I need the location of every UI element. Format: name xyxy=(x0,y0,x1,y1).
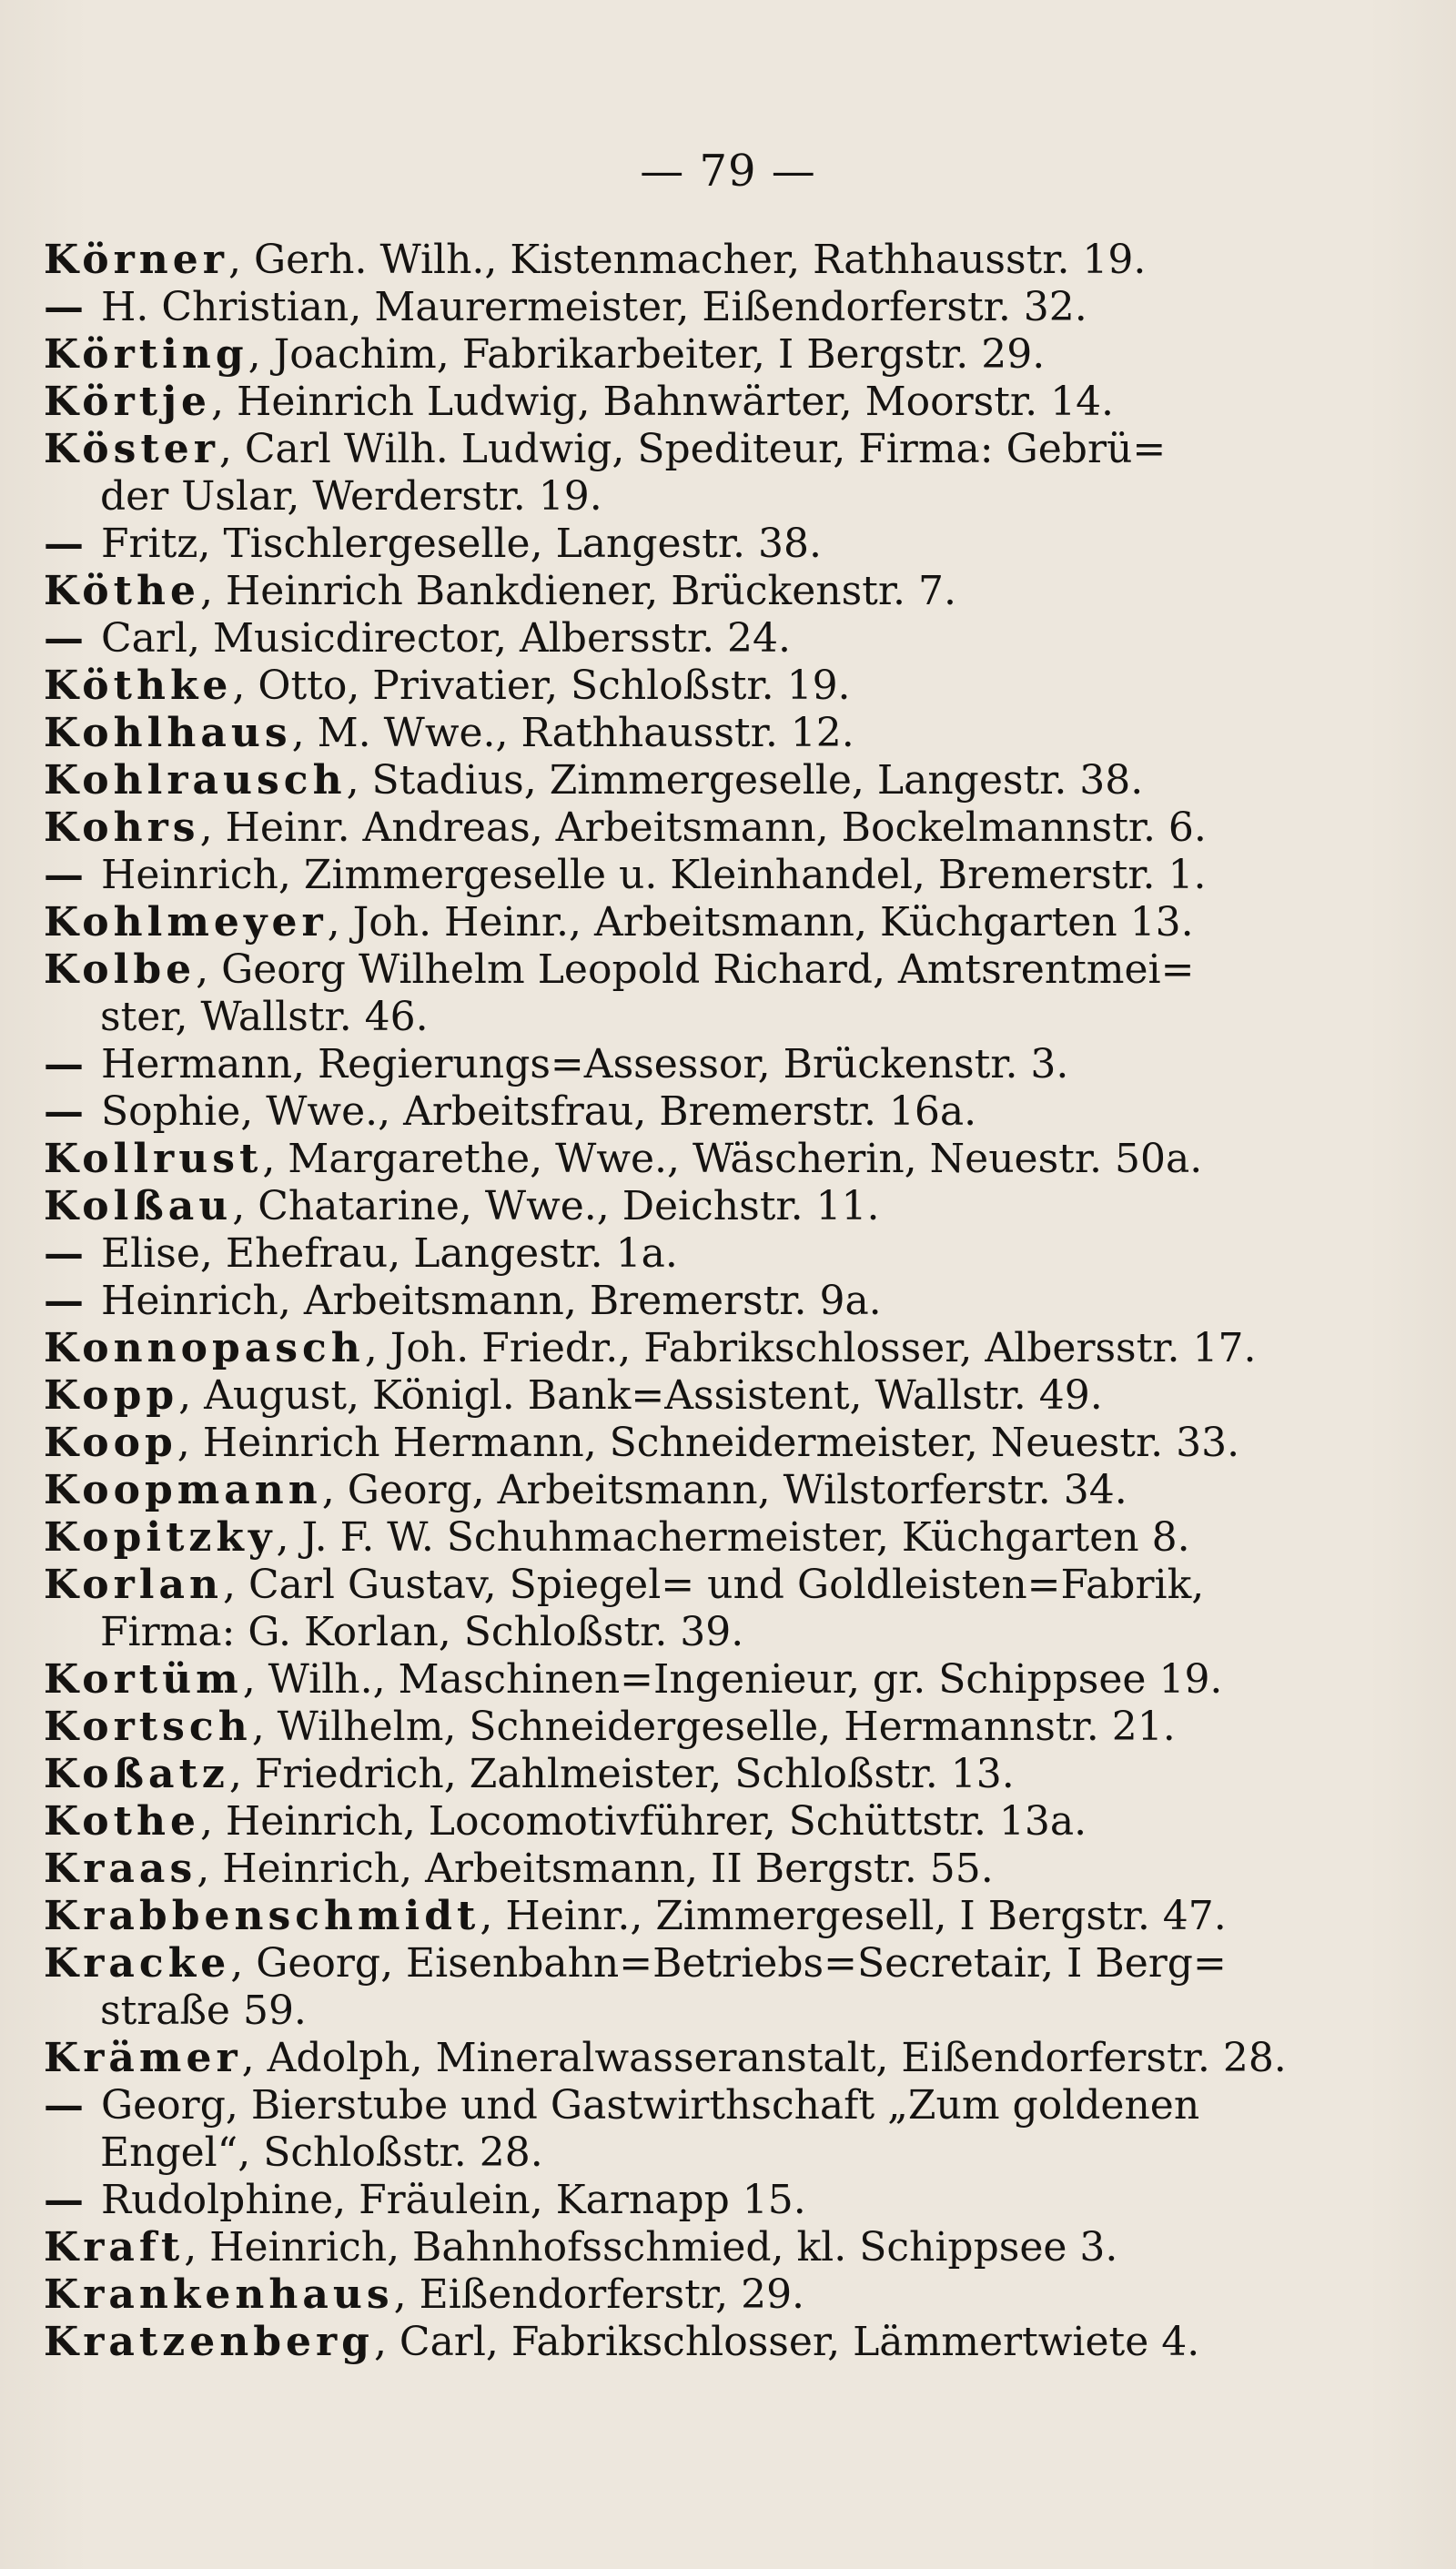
entry-details: , Heinrich, Locomotivführer, Schüttstr. 13a. xyxy=(199,1798,1087,1845)
entry-details: , Margarethe, Wwe., Wäscherin, Neuestr. 50a. xyxy=(262,1136,1203,1182)
entry-details: Heinrich, Arbeitsmann, Bremerstr. 9a. xyxy=(88,1278,882,1324)
entry-surname: — xyxy=(44,1088,88,1135)
entry-surname: — xyxy=(44,1041,88,1087)
entry-details: , Heinrich, Bahnhofsschmied, kl. Schippsee 3. xyxy=(184,2224,1118,2271)
entry-surname: — xyxy=(44,852,88,898)
directory-entry xyxy=(44,1325,1257,1372)
entry-surname: Kolßau xyxy=(44,1183,233,1229)
entry-details: , Wilh., Maschinen=Ingenieur, gr. Schippsee 19. xyxy=(242,1656,1223,1703)
entry-surname: Körting xyxy=(44,331,248,378)
entry-details: , Georg, Eisenbahn=Betriebs=Secretair, I Berg= xyxy=(230,1940,1227,1987)
entry-surname: Korlan xyxy=(44,1562,224,1608)
entry-surname: — xyxy=(44,615,88,662)
entry-continuation: straße 59. xyxy=(100,1987,307,2034)
directory-entry xyxy=(44,1230,1172,1278)
directory-entry xyxy=(44,1798,1172,1846)
entry-details: , Carl, Fabrikschlosser, Lämmertwiete 4. xyxy=(373,2319,1200,2365)
entry-details: Sophie, Wwe., Arbeitsfrau, Bremerstr. 16a. xyxy=(88,1088,977,1135)
entry-surname: — xyxy=(44,2082,88,2129)
directory-entry xyxy=(44,2319,1200,2366)
directory-entry xyxy=(44,1467,1172,1514)
entry-surname: Kohlhaus xyxy=(44,710,292,756)
directory-entry xyxy=(44,1704,1176,1751)
entry-details: , Gerh. Wilh., Kistenmacher, Rathhausstr. 19. xyxy=(228,237,1147,283)
directory-entry xyxy=(44,1088,1172,1136)
directory-entry xyxy=(44,1041,1172,1088)
entry-details: Rudolphine, Fräulein, Karnapp 15. xyxy=(88,2177,806,2223)
entry-surname: Koßatz xyxy=(44,1751,229,1797)
directory-entry xyxy=(44,1656,1223,1704)
entry-details: , Otto, Privatier, Schloßstr. 19. xyxy=(232,662,851,709)
directory-entry xyxy=(44,710,1172,757)
entry-surname: Körtje xyxy=(44,379,212,425)
entry-continuation: ster, Wallstr. 46. xyxy=(100,994,429,1040)
directory-entries xyxy=(44,237,1287,2366)
directory-entry xyxy=(44,331,1172,379)
entry-details: , Carl Gustav, Spiegel= und Goldleisten=Fabrik, xyxy=(223,1562,1205,1608)
entry-details: , Joh. Friedr., Fabrikschlosser, Albersstr. 17. xyxy=(364,1325,1257,1371)
entry-surname: Kohlmeyer xyxy=(44,899,328,946)
directory-entry xyxy=(44,1751,1172,1798)
entry-details: , Georg, Arbeitsmann, Wilstorferstr. 34. xyxy=(321,1467,1127,1513)
entry-details: , Heinr., Zimmergesell, I Bergstr. 47. xyxy=(480,1893,1227,1939)
entry-surname: Kothe xyxy=(44,1798,200,1845)
directory-entry xyxy=(44,2082,1200,2177)
directory-entry xyxy=(44,946,1195,1041)
entry-continuation: Firma: G. Korlan, Schloßstr. 39. xyxy=(100,1609,744,1655)
entry-surname: Kohrs xyxy=(44,804,200,851)
entry-details: , Heinr. Andreas, Arbeitsmann, Bockelmannstr. 6. xyxy=(199,804,1207,851)
entry-surname: — xyxy=(44,284,88,330)
entry-details: , Friedrich, Zahlmeister, Schloßstr. 13. xyxy=(228,1751,1015,1797)
directory-entry xyxy=(44,237,1172,284)
entry-details: , Heinrich Bankdiener, Brückenstr. 7. xyxy=(199,568,956,614)
entry-details: , Stadius, Zimmergeselle, Langestr. 38. xyxy=(346,757,1144,804)
entry-details: , Chatarine, Wwe., Deichstr. 11. xyxy=(232,1183,880,1229)
entry-surname: Kortüm xyxy=(44,1656,243,1703)
entry-surname: Koop xyxy=(44,1420,177,1466)
entry-details: , Heinrich, Arbeitsmann, II Bergstr. 55. xyxy=(197,1846,994,1892)
entry-continuation: der Uslar, Werderstr. 19. xyxy=(100,473,602,520)
entry-details: , Heinrich Ludwig, Bahnwärter, Moorstr. 14. xyxy=(211,379,1115,425)
entry-surname: Kortsch xyxy=(44,1704,252,1750)
entry-surname: — xyxy=(44,2177,88,2223)
directory-entry xyxy=(44,852,1207,899)
entry-surname: Krämer xyxy=(44,2035,242,2081)
entry-surname: Konnopasch xyxy=(44,1325,365,1371)
entry-details: , Wilhelm, Schneidergeselle, Hermannstr. 21. xyxy=(251,1704,1176,1750)
entry-details: Heinrich, Zimmergeselle u. Kleinhandel, Bremerstr. 1. xyxy=(88,852,1207,898)
directory-entry xyxy=(44,1183,1172,1230)
entry-details: Fritz, Tischlergeselle, Langestr. 38. xyxy=(88,521,822,567)
entry-details: Hermann, Regierungs=Assessor, Brückenstr. 3. xyxy=(88,1041,1069,1087)
entry-surname: Kollrust xyxy=(44,1136,263,1182)
entry-details: Georg, Bierstube und Gastwirthschaft „Zum goldenen xyxy=(88,2082,1200,2129)
entry-details: Carl, Musicdirector, Albersstr. 24. xyxy=(88,615,792,662)
directory-entry xyxy=(44,615,1172,662)
directory-entry xyxy=(44,379,1172,426)
entry-surname: Kraas xyxy=(44,1846,197,1892)
entry-details: , Heinrich Hermann, Schneidermeister, Neuestr. 33. xyxy=(177,1420,1240,1466)
directory-entry xyxy=(44,2177,1172,2224)
entry-details: , Joh. Heinr., Arbeitsmann, Küchgarten 13. xyxy=(327,899,1194,946)
entry-surname: Krabbenschmidt xyxy=(44,1893,480,1939)
entry-surname: Kopp xyxy=(44,1372,179,1419)
entry-surname: Kolbe xyxy=(44,946,197,993)
directory-entry xyxy=(44,1514,1190,1562)
entry-details: , Eißendorferstr, 29. xyxy=(393,2271,805,2318)
directory-entry xyxy=(44,568,1172,615)
entry-details: , M. Wwe., Rathhausstr. 12. xyxy=(291,710,854,756)
entry-details: , Joachim, Fabrikarbeiter, I Bergstr. 29. xyxy=(248,331,1046,378)
entry-surname: — xyxy=(44,521,88,567)
entry-surname: Kohlrausch xyxy=(44,757,347,804)
directory-entry xyxy=(44,1940,1227,2035)
entry-surname: Koopmann xyxy=(44,1467,322,1513)
entry-surname: Köster xyxy=(44,426,219,472)
entry-surname: Krankenhaus xyxy=(44,2271,394,2318)
entry-surname: Körner xyxy=(44,237,228,283)
page-number: — 79 — xyxy=(640,146,816,197)
entry-details: , Georg Wilhelm Leopold Richard, Amtsrentmei= xyxy=(196,946,1195,993)
directory-entry xyxy=(44,1372,1172,1420)
directory-entry xyxy=(44,899,1194,946)
entry-details: Elise, Ehefrau, Langestr. 1a. xyxy=(88,1230,678,1277)
directory-entry xyxy=(44,1136,1203,1183)
entry-surname: Kraft xyxy=(44,2224,185,2271)
directory-entry xyxy=(44,284,1172,331)
entry-details: , J. F. W. Schuhmachermeister, Küchgarten 8. xyxy=(276,1514,1190,1561)
entry-surname: Kratzenberg xyxy=(44,2319,374,2365)
directory-entry xyxy=(44,1846,1172,1893)
entry-surname: Kopitzky xyxy=(44,1514,277,1561)
entry-details: H. Christian, Maurermeister, Eißendorferstr. 32. xyxy=(88,284,1087,330)
directory-entry xyxy=(44,1893,1227,1940)
entry-surname: — xyxy=(44,1230,88,1277)
directory-entry xyxy=(44,521,1172,568)
directory-entry xyxy=(44,1562,1205,1656)
directory-entry xyxy=(44,757,1172,804)
directory-entry xyxy=(44,1278,1172,1325)
entry-surname: Köthke xyxy=(44,662,233,709)
directory-entry xyxy=(44,2224,1172,2271)
directory-entry xyxy=(44,804,1207,852)
entry-details: , Adolph, Mineralwasseranstalt, Eißendorferstr. 28. xyxy=(241,2035,1287,2081)
directory-entry xyxy=(44,2271,1172,2319)
entry-surname: — xyxy=(44,1278,88,1324)
entry-details: , August, Königl. Bank=Assistent, Wallstr. 49. xyxy=(178,1372,1103,1419)
entry-details: , Carl Wilh. Ludwig, Spediteur, Firma: Gebrü= xyxy=(218,426,1167,472)
directory-entry xyxy=(44,662,1172,710)
entry-surname: Köthe xyxy=(44,568,200,614)
directory-entry xyxy=(44,1420,1240,1467)
directory-entry xyxy=(44,2035,1287,2082)
entry-surname: Kracke xyxy=(44,1940,231,1987)
entry-continuation: Engel“, Schloßstr. 28. xyxy=(100,2129,543,2176)
directory-entry xyxy=(44,426,1172,521)
